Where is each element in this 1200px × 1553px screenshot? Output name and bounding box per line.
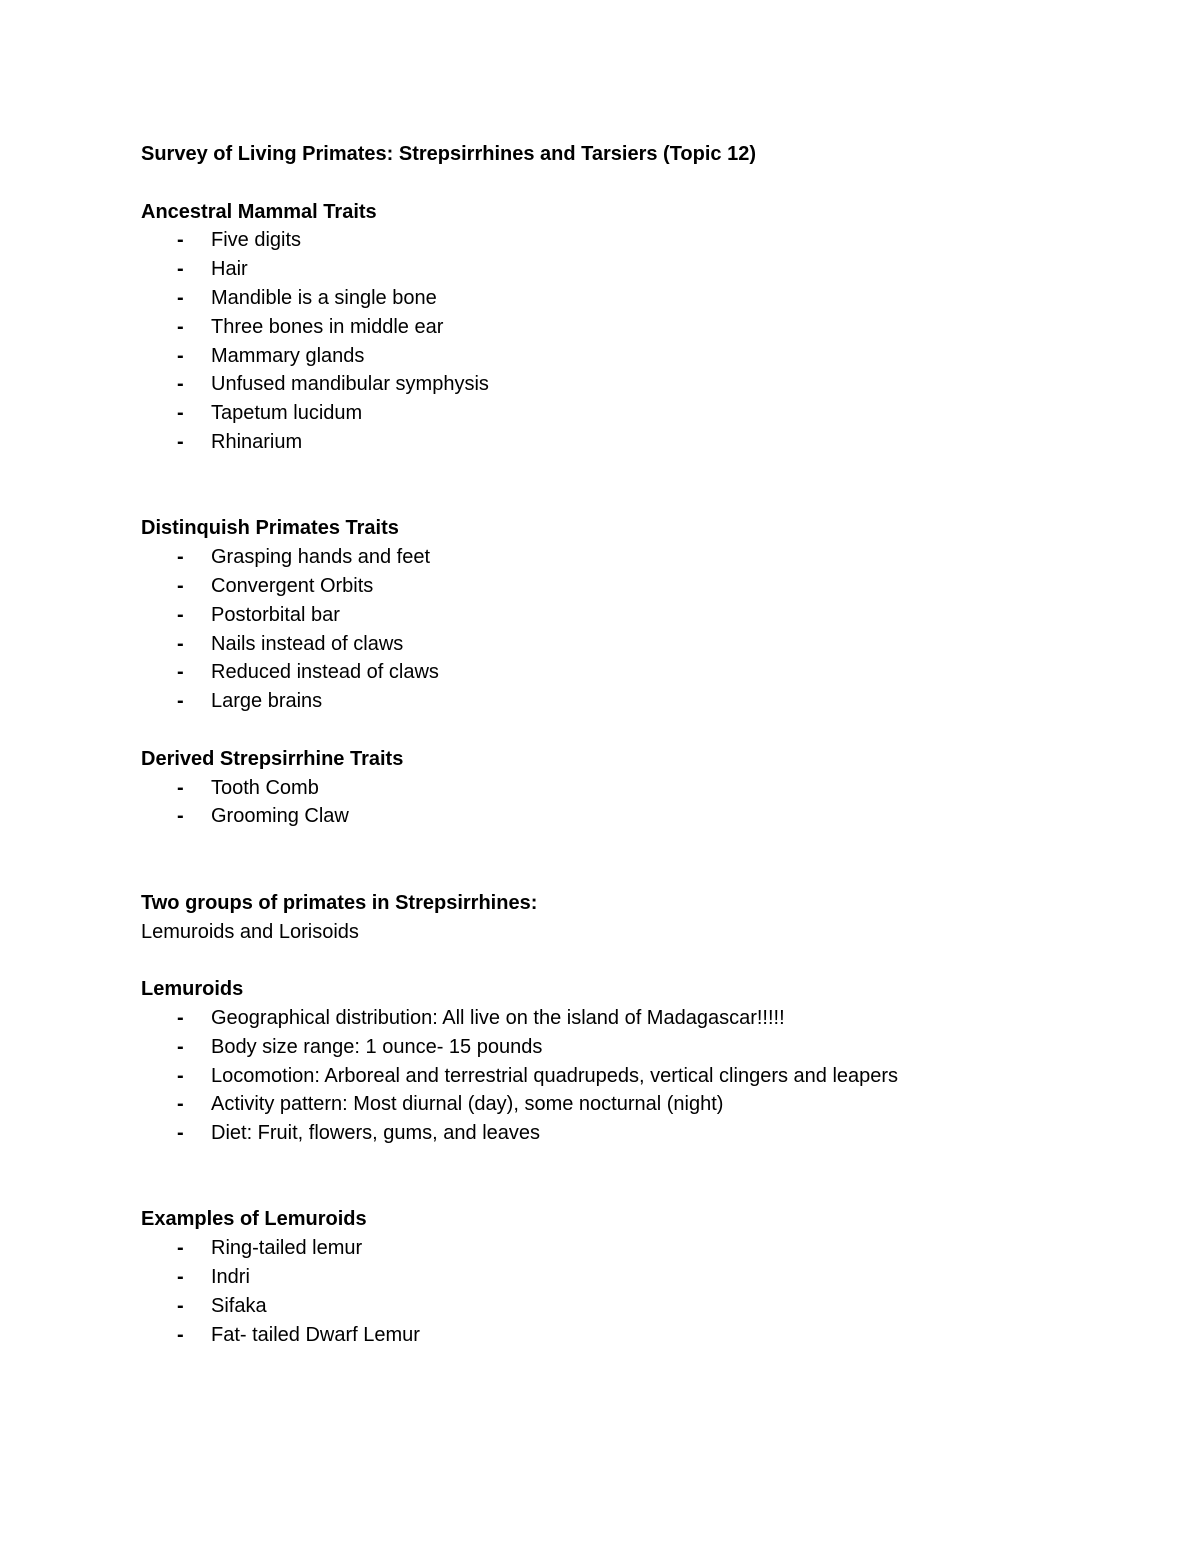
list-item-text: Sifaka: [211, 1294, 267, 1317]
dash-marker: -: [177, 430, 184, 453]
section-heading-groups: Two groups of primates in Strepsirrhines:: [141, 891, 538, 914]
list-item-text: Large brains: [211, 690, 323, 713]
dash-marker: -: [177, 690, 184, 713]
spacer: [141, 946, 1101, 975]
list-item-text: Five digits: [211, 229, 302, 252]
groups-text: Lemuroids and Lorisoids: [141, 920, 359, 943]
dash-marker: -: [177, 1294, 184, 1317]
list-item: [141, 226, 1101, 255]
list-item-text: Grasping hands and feet: [211, 546, 431, 569]
dash-marker: -: [177, 574, 184, 597]
list-item-text: Mammary glands: [211, 344, 365, 367]
dash-marker: -: [177, 402, 184, 425]
list-item: [141, 1321, 1101, 1350]
examples-list: [141, 1234, 1101, 1349]
list-item-text: Activity pattern: Most diurnal (day), some nocturnal (night): [211, 1093, 724, 1116]
list-item-text: Three bones in middle ear: [211, 315, 444, 338]
spacer: [141, 831, 1101, 889]
spacer: [141, 169, 1101, 198]
list-item-text: Body size range: 1 ounce- 15 pounds: [211, 1035, 543, 1058]
derived-list: [141, 774, 1101, 832]
section-heading-ancestral: Ancestral Mammal Traits: [141, 200, 377, 223]
dash-marker: -: [177, 315, 184, 338]
list-item: [141, 1062, 1101, 1091]
list-item: [141, 774, 1101, 803]
list-item: [141, 399, 1101, 428]
list-item: [141, 572, 1101, 601]
dash-marker: -: [177, 1122, 184, 1145]
list-item-text: Convergent Orbits: [211, 574, 374, 597]
list-item-text: Ring-tailed lemur: [211, 1237, 363, 1260]
list-item: [141, 1090, 1101, 1119]
dash-marker: -: [177, 1323, 184, 1346]
list-item: [141, 428, 1101, 457]
list-item: [141, 601, 1101, 630]
list-item: [141, 658, 1101, 687]
list-item-text: Grooming Claw: [211, 805, 349, 828]
list-item: [141, 802, 1101, 831]
list-item-text: Tooth Comb: [211, 776, 319, 799]
dash-marker: -: [177, 1006, 184, 1029]
list-item: [141, 1234, 1101, 1263]
list-item-text: Unfused mandibular symphysis: [211, 373, 489, 396]
dash-marker: -: [177, 603, 184, 626]
section-heading-distinguish: Distinquish Primates Traits: [141, 517, 399, 540]
dash-marker: -: [177, 776, 184, 799]
dash-marker: -: [177, 661, 184, 684]
list-item: [141, 1033, 1101, 1062]
dash-marker: -: [177, 258, 184, 281]
dash-marker: -: [177, 546, 184, 569]
dash-marker: -: [177, 286, 184, 309]
list-item-text: Tapetum lucidum: [211, 402, 363, 425]
list-item: [141, 1263, 1101, 1292]
list-item: [141, 1292, 1101, 1321]
dash-marker: -: [177, 632, 184, 655]
list-item: [141, 313, 1101, 342]
dash-marker: -: [177, 805, 184, 828]
distinguish-list: [141, 543, 1101, 716]
dash-marker: -: [177, 1064, 184, 1087]
dash-marker: -: [177, 344, 184, 367]
dash-marker: -: [177, 1266, 184, 1289]
list-item-text: Fat- tailed Dwarf Lemur: [211, 1323, 420, 1346]
section-heading-lemuroids: Lemuroids: [141, 978, 244, 1001]
spacer: [141, 457, 1101, 515]
dash-marker: -: [177, 1093, 184, 1116]
dash-marker: -: [177, 1237, 184, 1260]
list-item-text: Indri: [211, 1266, 250, 1289]
list-item-text: Rhinarium: [211, 430, 303, 453]
dash-marker: -: [177, 229, 184, 252]
list-item: [141, 630, 1101, 659]
list-item: [141, 255, 1101, 284]
section-heading-derived: Derived Strepsirrhine Traits: [141, 747, 404, 770]
list-item-text: Geographical distribution: All live on the island of Madagascar!!!!!: [211, 1006, 785, 1029]
dash-marker: -: [177, 373, 184, 396]
document-title: Survey of Living Primates: Strepsirrhines and Tarsiers (Topic 12): [141, 143, 756, 165]
list-item-text: Postorbital bar: [211, 603, 340, 626]
list-item-text: Locomotion: Arboreal and terrestrial quadrupeds, vertical clingers and leapers: [211, 1064, 899, 1087]
dash-marker: -: [177, 1035, 184, 1058]
list-item: [141, 1119, 1101, 1148]
document-page: [141, 140, 1101, 1349]
list-item: [141, 543, 1101, 572]
list-item: [141, 284, 1101, 313]
list-item-text: Nails instead of claws: [211, 632, 404, 655]
list-item: [141, 370, 1101, 399]
list-item-text: Diet: Fruit, flowers, gums, and leaves: [211, 1122, 541, 1145]
list-item: [141, 1004, 1101, 1033]
list-item-text: Reduced instead of claws: [211, 661, 439, 684]
ancestral-list: [141, 226, 1101, 456]
list-item: [141, 687, 1101, 716]
lemuroids-list: [141, 1004, 1101, 1148]
section-heading-examples: Examples of Lemuroids: [141, 1208, 367, 1231]
list-item: [141, 342, 1101, 371]
list-item-text: Mandible is a single bone: [211, 286, 437, 309]
spacer: [141, 1148, 1101, 1206]
spacer: [141, 716, 1101, 745]
list-item-text: Hair: [211, 258, 248, 281]
